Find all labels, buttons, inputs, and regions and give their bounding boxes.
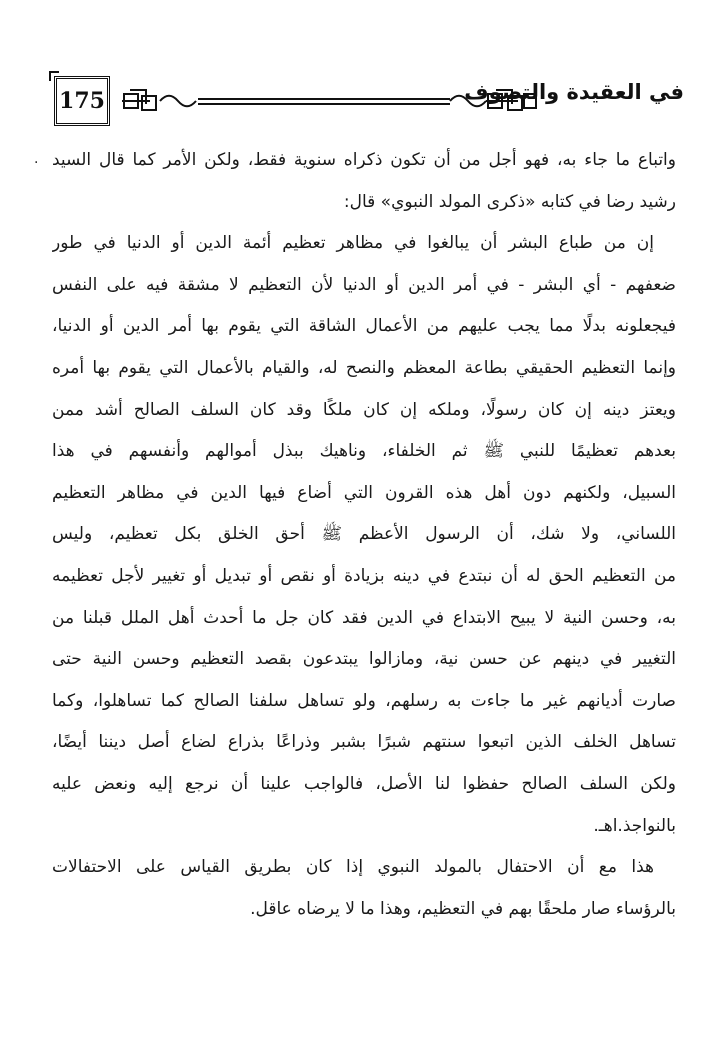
text-line: رشيد رضا في كتابه «ذكرى المولد النبوي» قال: <box>343 191 676 212</box>
text-line: وإنما التعظيم الحقيقي بطاعة المعظم والنصح له، والقيام بالأعمال التي يقوم بها أمره <box>52 357 676 378</box>
text-line: هذا مع أن الاحتفال بالمولد النبوي إذا كان بطريق القياس على الاحتفالات <box>52 857 654 878</box>
margin-mark: . <box>34 151 39 167</box>
text-line: من التعظيم الحق له أن نبتدع في دينه بزيادة أو نقص أو تبديل أو تغيير لأجل تعظيمه <box>52 565 676 586</box>
body-text <box>52 140 676 930</box>
text-line: صارت أديانهم غير ما جاءت به رسلهم، ولو تساهل سلفنا الصالح كما تساهلوا، وكما <box>52 690 676 711</box>
text-line: اللساني، ولا شك، أن الرسول الأعظم ﷺ أحق الخلق بكل تعظيم، وليس <box>52 524 676 545</box>
text-line: تساهل الخلف الذين اتبعوا سنتهم شبرًا بشبر وذراعًا بذراع لضاع أصل ديننا أيضًا، <box>52 732 676 753</box>
text-line: السبيل، ولكنهم دون أهل هذه القرون التي أضاع فيها الدين في مظاهر التعظيم <box>52 482 676 503</box>
text-line: بالرؤساء صار ملحقًا بهم في التعظيم، وهذا ما لا يرضاه عاقل. <box>250 898 676 919</box>
text-line: بعدهم تعظيمًا للنبي ﷺ ثم الخلفاء، وناهيك ببذل أموالهم وأنفسهم في هذا <box>52 441 676 462</box>
text-line: واتباع ما جاء به، فهو أجل من أن تكون ذكراه سنوية فقط، ولكن الأمر كما قال السيد <box>52 150 676 170</box>
text-line: بالنواجذ.اهـ. <box>593 815 676 836</box>
page-header <box>44 68 684 132</box>
page-number: 175 <box>54 76 110 126</box>
text-line: فيجعلونه بدلًا مما يجب عليهم من الأعمال الشاقة التي يقوم بها أمر الدين أو الدنيا، <box>52 316 676 337</box>
text-line: ضعفهم - أي البشر - في أمر الدين أو الدنيا لأن التعظيم لا مشقة فيه على النفس <box>52 274 676 295</box>
text-line: ويعتز دينه إن كان رسولًا، وملكه إن كان ملكًا وقد كان السلف الصالح أشد ممن <box>52 399 676 420</box>
text-line: ولكن السلف الصالح حفظوا لنا الأصل، فالواجب علينا أن نرجع إليه ونعض عليه <box>52 773 676 794</box>
text-line: به، وحسن النية لا يبيح الابتداع في الدين فقد كان جل ما أحدث أهل الملل قبلنا من <box>52 607 676 628</box>
running-title: في العقيدة والتصوف <box>464 80 684 104</box>
text-line: إن من طباع البشر أن يبالغوا في مظاهر تعظيم أئمة الدين أو الدنيا في طور <box>52 233 654 254</box>
text-line: التغيير في دينهم عن حسن نية، ومازالوا يبتدعون بقصد التعظيم وحسن النية حتى <box>52 649 676 670</box>
